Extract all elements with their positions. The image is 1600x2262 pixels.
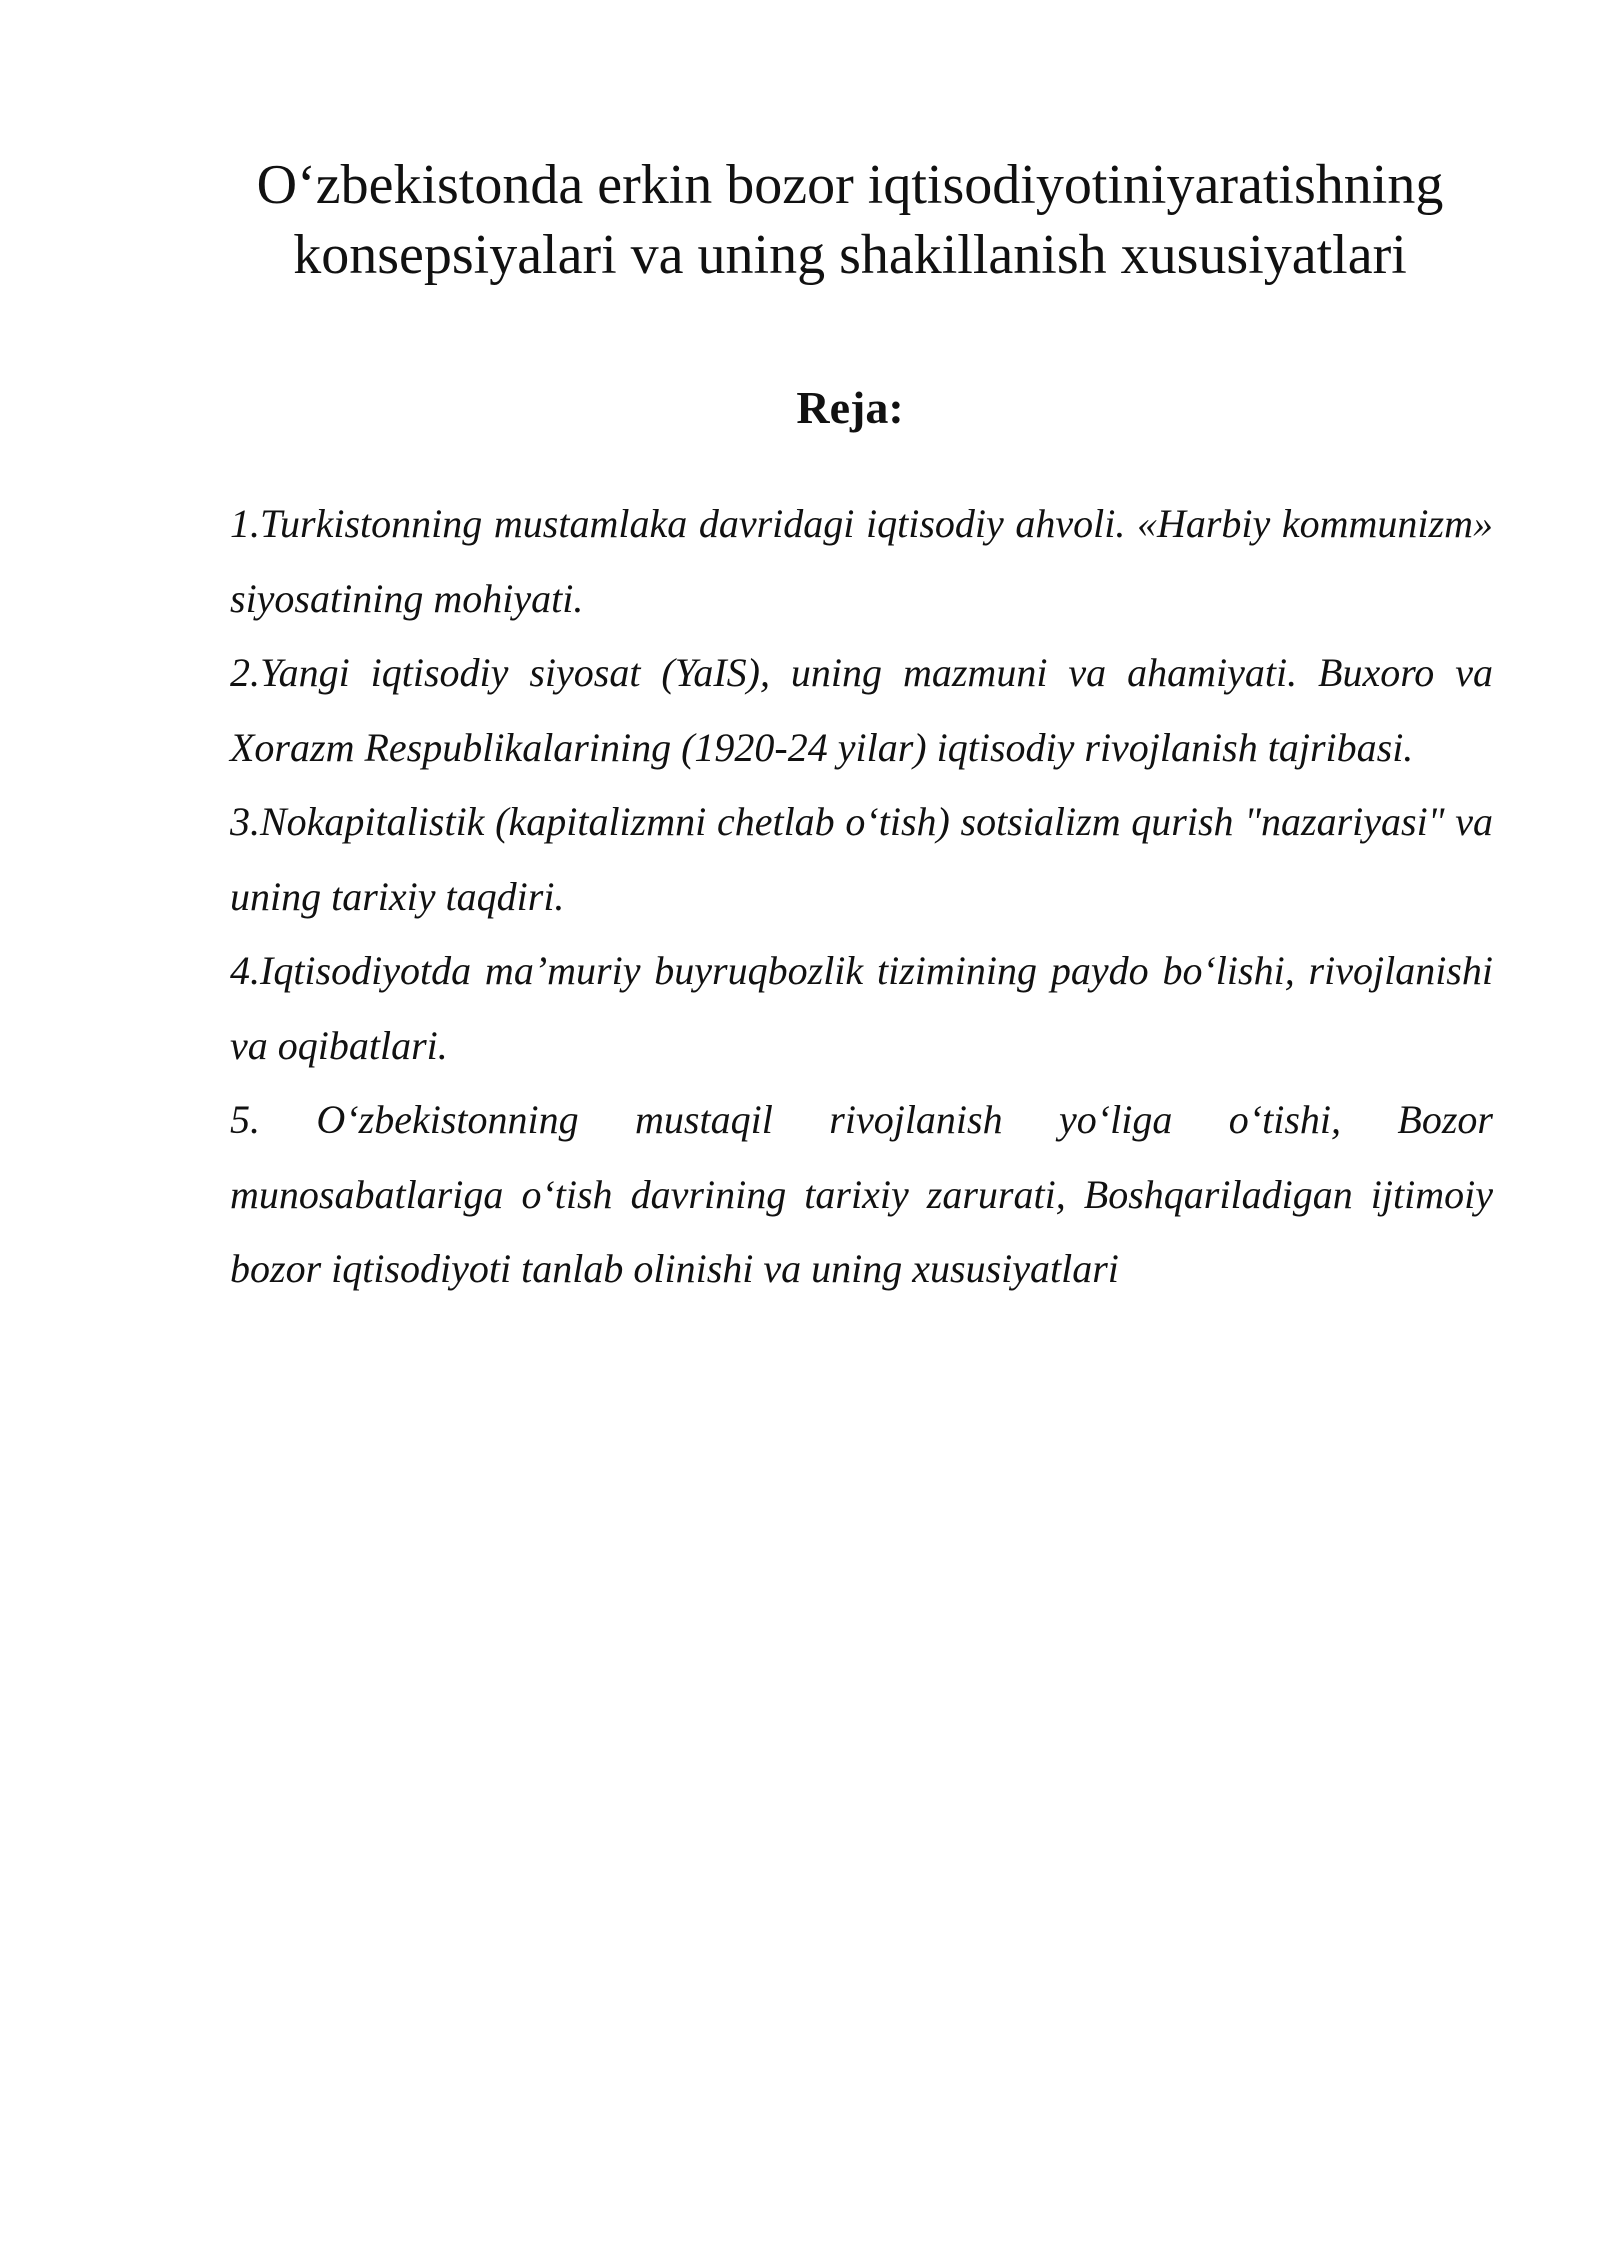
document-title	[200, 150, 1500, 290]
plan-item-1: 1.Turkistonning mustamlaka davridagi iqtisodiy ahvoli. «Harbiy kommunizm» siyosatining mohiyati.	[230, 501, 1493, 621]
plan-item-2: 2.Yangi iqtisodiy siyosat (YaIS), uning mazmuni va ahamiyati. Buxoro va Xorazm Respublikalarining (1920-24 yilar) iqtisodiy rivojlanish tajribasi.	[230, 650, 1493, 770]
document-title-line-2: konsepsiyalari va uning shakillanish xususiyatlari	[293, 224, 1407, 286]
plan-item-3: 3.Nokapitalistik (kapitalizmni chetlab o‘tish) sotsializm qurish "nazariyasi" va uning tarixiy taqdiri.	[230, 799, 1493, 919]
plan-item-5: 5. O‘zbekistonning mustaqil rivojlanish yo‘liga o‘tishi, Bozor munosabatlariga o‘tish davrining tarixiy zarurati, Boshqariladigan ijtimoiy bozor iqtisodiyoti tanlab olinishi va uning xususiyatlari	[230, 1097, 1493, 1291]
document-title-line-1: O‘zbekistonda erkin bozor iqtisodiyotiniyaratishning	[256, 154, 1444, 216]
plan-list	[230, 487, 1493, 1307]
plan-item-4: 4.Iqtisodiyotda ma’muriy buyruqbozlik tizimining paydo bo‘lishi, rivojlanishi va oqibatlari.	[230, 948, 1493, 1068]
plan-heading: Reja:	[796, 382, 904, 433]
